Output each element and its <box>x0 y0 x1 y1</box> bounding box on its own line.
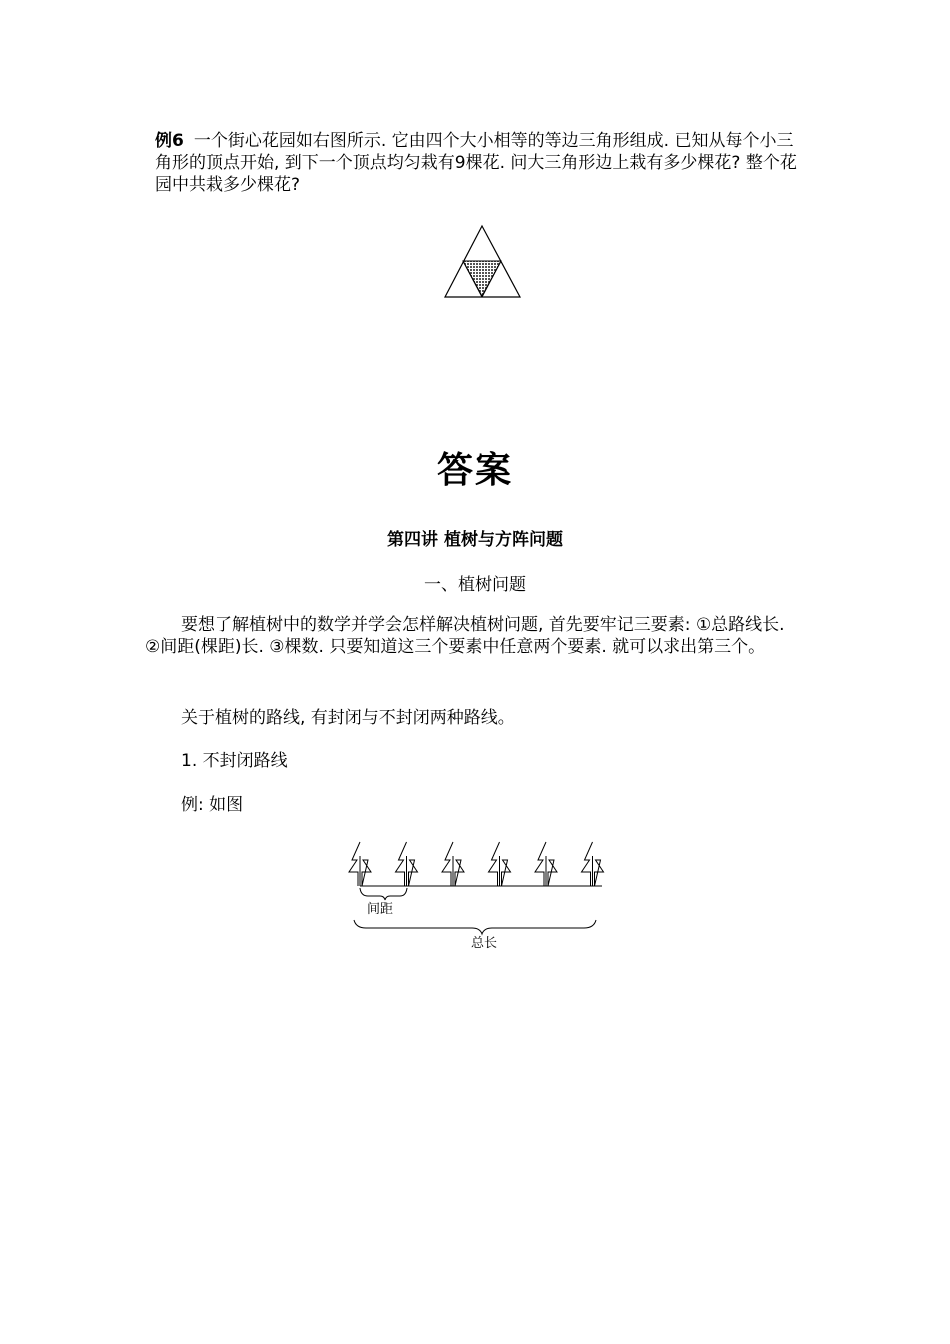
intro-paragraph: 要想了解植树中的数学并学会怎样解决植树问题, 首先要牢记三要素: ①总路线长. ②间距(棵距)长. ③棵数. 只要知道这三个要素中任意两个要素. 就可以求出第三个。 <box>145 615 785 657</box>
lecture-title: 第四讲 植树与方阵问题 <box>387 530 563 550</box>
tree-icon <box>535 842 557 886</box>
example-text: 一个街心花园如右图所示. 它由四个大小相等的等边三角形组成. 已知从每个小三角形的顶点开始, 到下一个顶点均匀栽有9棵花. 问大三角形边上栽有多少棵花? 整个花园中共栽多少棵花? <box>155 131 797 195</box>
example-6-problem <box>155 130 805 196</box>
interval-brace <box>360 888 407 900</box>
tree-icon <box>489 842 511 886</box>
tree-row-figure <box>340 836 610 958</box>
garden-triangle-figure <box>443 224 523 304</box>
interval-label: 间距 <box>367 902 394 917</box>
section-title: 一、植树问题 <box>424 575 526 595</box>
item-1-heading: 1. 不封闭路线 <box>181 751 288 771</box>
example-note: 例: 如图 <box>181 795 244 815</box>
tree-icon <box>396 842 418 886</box>
trees-group <box>349 842 604 886</box>
shaded-center-triangle <box>463 261 501 296</box>
tree-icon <box>349 842 371 886</box>
tree-icon <box>582 842 604 886</box>
example-label: 例6 <box>155 131 184 151</box>
tree-icon <box>442 842 464 886</box>
routes-paragraph: 关于植树的路线, 有封闭与不封闭两种路线。 <box>181 708 515 728</box>
total-brace <box>354 920 596 934</box>
tree-row-diagram <box>340 836 610 954</box>
garden-triangle-diagram <box>443 224 523 300</box>
total-label: 总长 <box>471 936 498 951</box>
answer-heading: 答案 <box>436 450 513 491</box>
